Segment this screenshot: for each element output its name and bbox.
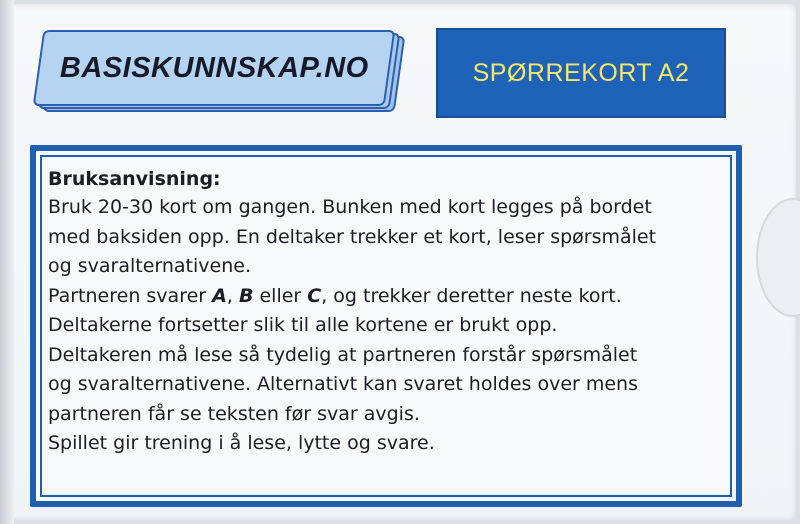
card-label-text: SPØRREKORT A2 (472, 58, 690, 87)
instruction-line: og svaralternativene. Alternativt kan svaret holdes over mens (48, 373, 638, 395)
instruction-line: Bruk 20-30 kort om gangen. Bunken med kort legges på bordet (48, 196, 652, 218)
instruction-line: Deltakerne fortsetter slik til alle kortene er brukt opp. (48, 314, 558, 336)
instruction-line: med baksiden opp. En deltaker trekker et kort, leser spørsmålet (48, 225, 657, 248)
logo-plate (33, 30, 396, 106)
option-a: A (212, 284, 227, 307)
instruction-line: og svaralternativene. (48, 255, 251, 277)
logo-text: BASISKUNNSKAP.NO (59, 51, 369, 84)
instructions-frame (30, 145, 742, 507)
instruction-line: Deltakeren må lese så tydelig at partneren forstår spørsmålet (48, 343, 638, 366)
instructions-heading: Bruksanvisning: (48, 168, 221, 190)
instruction-line: Spillet gir trening i å lese, lytte og svare. (48, 432, 435, 454)
option-c: C (307, 284, 322, 307)
instructions-content (48, 165, 726, 459)
option-b: B (238, 284, 254, 307)
instruction-line: partneren får se teksten før svar avgis. (48, 402, 420, 425)
box-side-edge (0, 0, 14, 524)
instruction-line-options: Partneren svarer A, B eller C, og trekker deretter neste kort. (48, 284, 622, 307)
card-label (436, 28, 726, 118)
